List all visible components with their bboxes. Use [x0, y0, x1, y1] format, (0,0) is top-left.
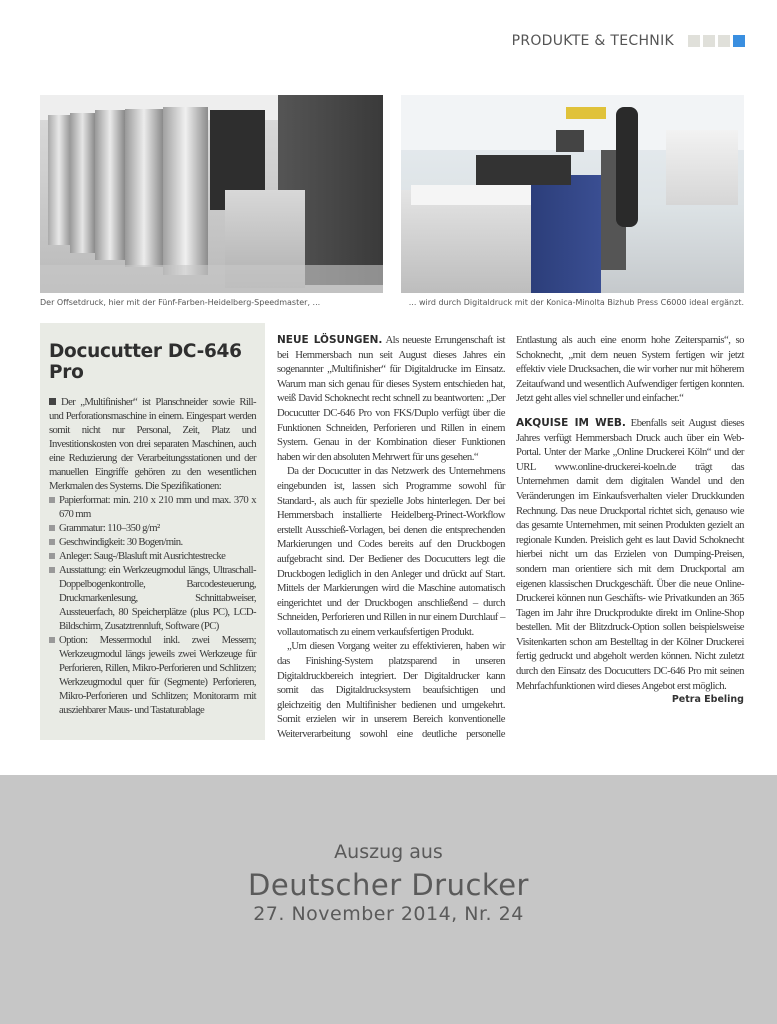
sidebar-text	[49, 395, 256, 717]
marker-square	[688, 35, 700, 47]
article-paragraph: Ebenfalls seit August dieses Jahres verfügt Hemmersbach Druck auch über ein Web-Portal. Unter der Marke „Online Druckerei Köln“ und der URL www.online-druckerei-koeln.de trägt das Unternehmen damit dem digitalen Wandel und den Veränderungen im Einkaufsverhalten vieler Druckkunden Rechnung. Das neue Druckportal richtet sich, genauso wie das gesamte Unternehmen, mit seinen Produkten gezielt an regionale Kunden. Preislich geht es laut David Schoknecht hierbei nicht um das Erzielen von Dumping-Preisen, sondern man orientiere sich mit dem Druckportal am eigenen klassischen Druckgeschäft. Über die neue Online-Druckerei können nun Geschäfts- wie Privatkunden an 365 Tagen im Jahr ihre Druckprodukte direkt im Online-Shop bestellen. Mit der Blitzdruck-Option sollen beispielsweise Visitenkarten schon am Bestelltag in der Kölner Druckerei fertig gedruckt und abgeholt werden können. Nicht zuletzt durch den Einsatz des Docucutters DC-646 Pro mit seinen Mehrfachfunktionen wird dieses Angebot erst möglich.	[516, 416, 745, 692]
section-header	[512, 33, 745, 49]
bullet-icon	[49, 637, 55, 643]
bullet-icon	[49, 567, 55, 573]
spec-item: Geschwindigkeit: 30 Bogen/min.	[49, 535, 256, 549]
bullet-square-icon	[49, 398, 56, 405]
article-paragraph-continued: Entlastung als auch eine enorm hohe Zeitersparnis“, so Schoknecht, „mit dem neuen System fertigen wir jetzt effektiv viele Drucksachen, die wir vorher nur mit höherem Zeitaufwand und wesentlich Aufwendiger fertigen konnten. Jetzt geht alles viel schneller und einfacher.“	[516, 334, 744, 405]
bullet-icon	[49, 497, 55, 503]
marker-square-active	[733, 35, 745, 47]
marker-square	[718, 35, 730, 47]
sidebar-intro: Der „Multifinisher“ ist Planschneider sowie Rill- und Perforationsmaschine in einem. Eingespart werden somit nicht nur Personal, Zeit, Platz und Investitionskosten von drei separaten Maschinen, auch eine Reduzierung der Verarbeitungsstationen und der manuellen Eingriffe gehören zu den wesentlichen Merkmalen des Systems. Die Spezifikationen:	[49, 396, 256, 492]
spec-item: Grammatur: 110–350 g/m²	[49, 521, 256, 535]
article-column-middle	[277, 333, 505, 742]
bullet-icon	[49, 539, 55, 545]
section-lead-akquise-im-web: AKQUISE IM WEB.	[516, 416, 626, 429]
author-name: Petra Ebeling	[671, 694, 744, 706]
footer-excerpt-label: Auszug aus	[334, 841, 443, 863]
article-paragraph: Als neueste Errungenschaft ist bei Hemmersbach nun seit August dieses Jahres ein sogenannter „Multifinisher“ für Digitaldrucke im Einsatz. Warum man sich genau für dieses System entschieden hat, weiß David Schoknecht recht schnell zu beantworten: „Der Docucutter DC-646 Pro von FKS/Duplo verfügt über die Funktionen Schneiden, Perforieren und Rillen in einem System. Genau in der Kombination dieser Funktionen haben wir den absoluten Mehrwert für uns gesehen.“	[277, 334, 505, 463]
footer-publication-name: Deutscher Drucker	[248, 868, 529, 902]
footer-issue-date: 27. November 2014, Nr. 24	[253, 903, 524, 925]
photo-caption-right: ... wird durch Digitaldruck mit der Konica-Minolta Bizhub Press C6000 ideal ergänzt.	[408, 298, 744, 307]
bullet-icon	[49, 553, 55, 559]
article-paragraph: Da der Docucutter in das Netzwerk des Unternehmens eingebunden ist, lassen sich Programme sowohl für Standard-, als auch für spezielle Jobs hinterlegen. Der bei Hemmersbach installierte Heidelberg-Prinect-Workflow erstellt Ausschieß-Vorlagen, bei denen die entsprechenden Markierungen und Codes bereits auf den Druckbogen aufgebracht sind. Der Bediener des Docucutters legt die Druckbogen lediglich in den Anleger und drückt auf Start. Mittels der Markierungen wird die Maschine automatisch eingerichtet und der Druckbogen anschließend – durch Schneiden, Perforieren und Rillen in nur einem Durchlauf – vollautomatisch zu einem verkaufsfertigen Produkt.	[277, 465, 505, 638]
section-lead-neue-loesungen: NEUE LÖSUNGEN.	[277, 334, 383, 346]
marker-square	[703, 35, 715, 47]
photo-caption-left: Der Offsetdruck, hier mit der Fünf-Farben-Heidelberg-Speedmaster, ...	[40, 298, 321, 307]
article-column-right	[516, 333, 744, 708]
article-paragraph: „Um diesen Vorgang weiter zu effektivieren, haben wir das Finishing-System platzsparend in unseren Digitaldruckbereich integriert. Der Digitaldrucker kann somit das Digitaldrucksystem beaufsichtigen und gleichzeitig den Multifinisher bedienen und umgekehrt. Somit erzielen wir in unserem Bereich konventionelle Weiterverarbeitung sowohl eine deutliche personelle	[277, 640, 505, 741]
sidebar-title: Docucutter DC-646 Pro	[49, 341, 242, 383]
section-marker-squares	[688, 35, 745, 47]
bullet-icon	[49, 525, 55, 531]
spec-item: Anleger: Saug-/Blasluft mit Ausrichtestrecke	[49, 549, 256, 563]
photo-digital-press	[401, 95, 744, 293]
spec-item: Papierformat: min. 210 x 210 mm und max. 370 x 670 mm	[49, 493, 256, 521]
excerpt-footer	[0, 775, 777, 1024]
section-title: PRODUKTE & TECHNIK	[511, 33, 674, 49]
photo-offset-press	[40, 95, 383, 293]
spec-sidebar-box	[40, 323, 265, 740]
spec-item: Ausstattung: ein Werkzeugmodul längs, Ultraschall-Doppelbogenkontrolle, Barcodesteuerung, Druckmarkenlesung, Schnittabweiser, Aussteuerfach, 80 Speicherplätze (plus PC), LCD-Bildschirm, Zusatztrennluft, Software (PC)	[49, 563, 256, 633]
spec-item: Option: Messermodul inkl. zwei Messern; Werkzeugmodul längs jeweils zwei Werkzeuge für Perforieren, Rillen, Mikro-Perforieren und Schlitzen; Werkzeugmodul quer für (Segmente) Perforieren, Mikro-Perforieren und Schlitzen; Monitorarm mit ausziehbarer Maus- und Tastaturablage	[49, 633, 256, 717]
